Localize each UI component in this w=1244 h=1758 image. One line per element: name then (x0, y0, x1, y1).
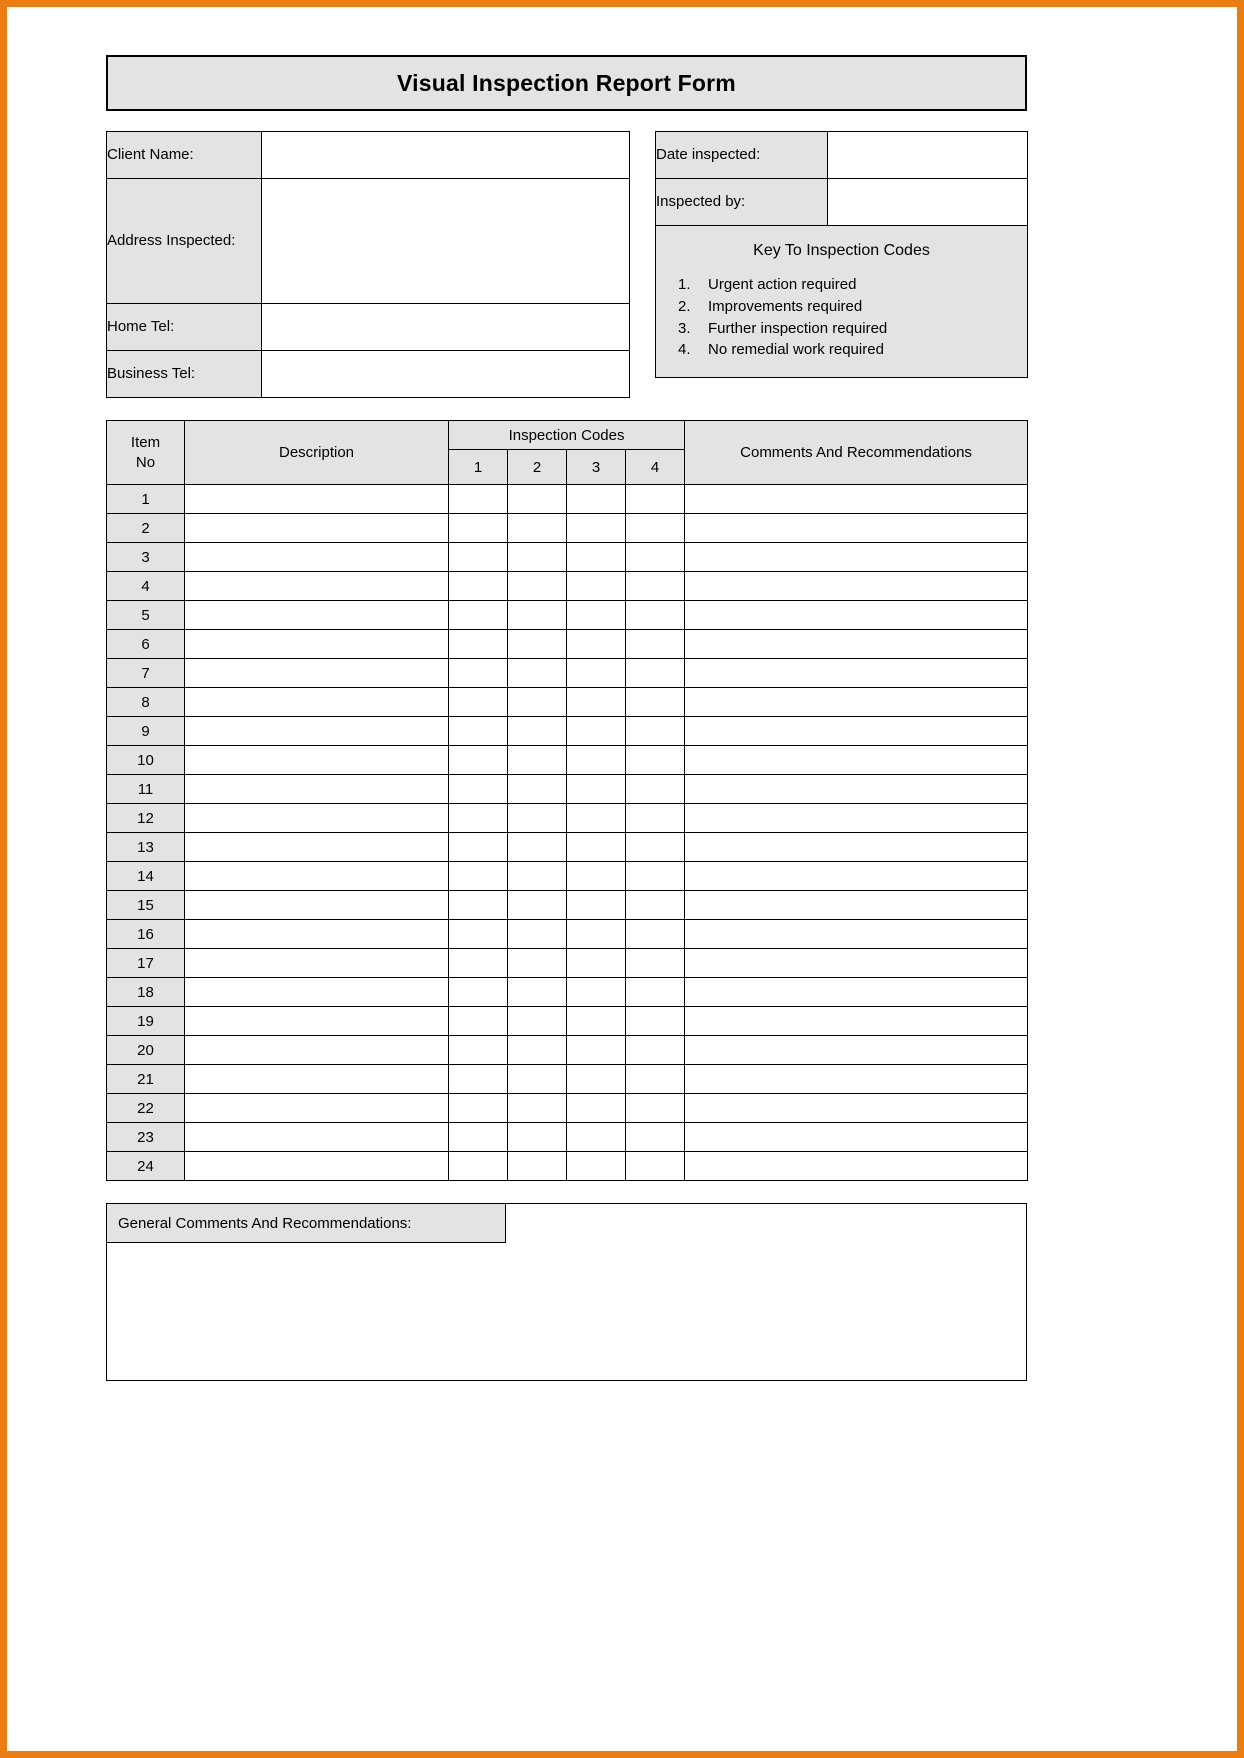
list-item (656, 296, 1027, 318)
row-code-cell-4[interactable] (626, 572, 685, 601)
row-code-cell-1[interactable] (449, 833, 508, 862)
column-header-comments: Comments And Recommendations (685, 421, 1028, 485)
row-code-cell-2[interactable] (508, 717, 567, 746)
row-comments-cell[interactable] (685, 833, 1028, 862)
key-to-codes-title: Key To Inspection Codes (753, 242, 930, 259)
row-comments-cell[interactable] (685, 1094, 1028, 1123)
client-info-block (106, 131, 629, 398)
row-code-cell-4[interactable] (626, 514, 685, 543)
row-code-cell-3[interactable] (567, 804, 626, 833)
row-code-cell-2[interactable] (508, 1036, 567, 1065)
row-item-no: 9 (107, 717, 185, 746)
row-code-cell-2[interactable] (508, 746, 567, 775)
list-item (656, 318, 1027, 340)
row-code-cell-2[interactable] (508, 659, 567, 688)
row-code-cell-1[interactable] (449, 543, 508, 572)
row-item-no: 18 (107, 978, 185, 1007)
form-sheet (106, 55, 1027, 1381)
general-comments-label-text: General Comments And Recommendations: (118, 1214, 412, 1232)
row-code-cell-3[interactable] (567, 485, 626, 514)
row-item-no: 20 (107, 1036, 185, 1065)
table-row (107, 485, 1028, 514)
row-code-cell-1[interactable] (449, 949, 508, 978)
client-info-table (106, 131, 630, 398)
column-header-inspection-codes: Inspection Codes (449, 421, 685, 450)
row-description-cell[interactable] (185, 804, 449, 833)
row-code-cell-4[interactable] (626, 630, 685, 659)
item-no-line1: Item (130, 434, 161, 451)
general-comments-label (106, 1203, 506, 1243)
row-item-no: 14 (107, 862, 185, 891)
table-row (107, 514, 1028, 543)
row-description-cell[interactable] (185, 1123, 449, 1152)
row-comments-cell[interactable] (685, 1152, 1028, 1181)
client-name-label: Client Name: (107, 132, 262, 179)
table-row (107, 601, 1028, 630)
row-code-cell-2[interactable] (508, 862, 567, 891)
inspected-by-input[interactable] (828, 179, 1028, 226)
row-code-cell-3[interactable] (567, 1065, 626, 1094)
row-description-cell[interactable] (185, 1036, 449, 1065)
row-description-cell[interactable] (185, 601, 449, 630)
row-comments-cell[interactable] (685, 485, 1028, 514)
row-comments-cell[interactable] (685, 1007, 1028, 1036)
row-code-cell-4[interactable] (626, 891, 685, 920)
row-code-cell-4[interactable] (626, 1123, 685, 1152)
table-row (107, 630, 1028, 659)
row-item-no: 4 (107, 572, 185, 601)
row-comments-cell[interactable] (685, 630, 1028, 659)
inspected-by-row (656, 179, 1028, 226)
row-description-cell[interactable] (185, 659, 449, 688)
row-item-no: 23 (107, 1123, 185, 1152)
row-code-cell-4[interactable] (626, 920, 685, 949)
row-code-cell-4[interactable] (626, 1065, 685, 1094)
key-item-text: Improvements required (708, 297, 863, 315)
table-row (107, 949, 1028, 978)
row-code-cell-4[interactable] (626, 485, 685, 514)
list-item (656, 339, 1027, 361)
table-row (107, 659, 1028, 688)
row-code-cell-4[interactable] (626, 862, 685, 891)
row-code-cell-1[interactable] (449, 862, 508, 891)
row-comments-cell[interactable] (685, 1123, 1028, 1152)
column-header-code-3: 3 (567, 450, 626, 485)
row-code-cell-2[interactable] (508, 978, 567, 1007)
row-code-cell-2[interactable] (508, 920, 567, 949)
home-tel-row (107, 304, 630, 351)
table-row (107, 572, 1028, 601)
row-comments-cell[interactable] (685, 862, 1028, 891)
row-code-cell-2[interactable] (508, 1094, 567, 1123)
row-code-cell-1[interactable] (449, 1065, 508, 1094)
row-comments-cell[interactable] (685, 746, 1028, 775)
row-description-cell[interactable] (185, 833, 449, 862)
column-header-description: Description (185, 421, 449, 485)
row-code-cell-1[interactable] (449, 775, 508, 804)
table-row (107, 804, 1028, 833)
row-code-cell-3[interactable] (567, 746, 626, 775)
column-header-code-1: 1 (449, 450, 508, 485)
row-item-no: 12 (107, 804, 185, 833)
row-code-cell-1[interactable] (449, 601, 508, 630)
row-item-no: 21 (107, 1065, 185, 1094)
row-code-cell-4[interactable] (626, 746, 685, 775)
table-row (107, 1036, 1028, 1065)
row-code-cell-2[interactable] (508, 630, 567, 659)
row-code-cell-3[interactable] (567, 978, 626, 1007)
row-code-cell-3[interactable] (567, 514, 626, 543)
row-description-cell[interactable] (185, 1094, 449, 1123)
business-tel-row (107, 351, 630, 398)
row-code-cell-2[interactable] (508, 1152, 567, 1181)
row-code-cell-2[interactable] (508, 601, 567, 630)
row-code-cell-3[interactable] (567, 1036, 626, 1065)
row-code-cell-3[interactable] (567, 572, 626, 601)
row-code-cell-3[interactable] (567, 630, 626, 659)
row-code-cell-3[interactable] (567, 1094, 626, 1123)
row-code-cell-4[interactable] (626, 1152, 685, 1181)
row-code-cell-2[interactable] (508, 804, 567, 833)
row-description-cell[interactable] (185, 862, 449, 891)
row-code-cell-1[interactable] (449, 1123, 508, 1152)
row-code-cell-3[interactable] (567, 688, 626, 717)
row-description-cell[interactable] (185, 717, 449, 746)
list-item (656, 274, 1027, 296)
row-code-cell-2[interactable] (508, 833, 567, 862)
address-label: Address Inspected: (107, 179, 262, 304)
row-code-cell-1[interactable] (449, 978, 508, 1007)
row-item-no: 13 (107, 833, 185, 862)
table-row (107, 891, 1028, 920)
row-comments-cell[interactable] (685, 514, 1028, 543)
date-inspected-label: Date inspected: (656, 132, 828, 179)
row-code-cell-4[interactable] (626, 804, 685, 833)
row-code-cell-2[interactable] (508, 543, 567, 572)
row-item-no: 16 (107, 920, 185, 949)
row-code-cell-2[interactable] (508, 775, 567, 804)
row-comments-cell[interactable] (685, 601, 1028, 630)
client-name-row (107, 132, 630, 179)
business-tel-label: Business Tel: (107, 351, 262, 398)
row-code-cell-1[interactable] (449, 804, 508, 833)
row-code-cell-3[interactable] (567, 949, 626, 978)
column-header-code-4: 4 (626, 450, 685, 485)
row-code-cell-1[interactable] (449, 659, 508, 688)
row-item-no: 19 (107, 1007, 185, 1036)
row-item-no: 11 (107, 775, 185, 804)
key-item-text: Urgent action required (708, 276, 857, 293)
row-code-cell-4[interactable] (626, 717, 685, 746)
row-code-cell-4[interactable] (626, 833, 685, 862)
row-description-cell[interactable] (185, 891, 449, 920)
row-description-cell[interactable] (185, 949, 449, 978)
row-description-cell[interactable] (185, 1065, 449, 1094)
row-code-cell-2[interactable] (508, 688, 567, 717)
row-item-no: 10 (107, 746, 185, 775)
table-row (107, 862, 1028, 891)
inspection-info-table (655, 131, 1028, 378)
row-code-cell-1[interactable] (449, 746, 508, 775)
row-description-cell[interactable] (185, 1152, 449, 1181)
row-comments-cell[interactable] (685, 572, 1028, 601)
row-code-cell-2[interactable] (508, 891, 567, 920)
row-item-no: 22 (107, 1094, 185, 1123)
row-description-cell[interactable] (185, 543, 449, 572)
row-item-no: 15 (107, 891, 185, 920)
items-table-body (107, 485, 1028, 1181)
row-code-cell-1[interactable] (449, 485, 508, 514)
row-code-cell-1[interactable] (449, 1152, 508, 1181)
table-row (107, 1007, 1028, 1036)
header-row-top (107, 421, 1028, 450)
key-item-text: No remedial work required (708, 341, 884, 359)
business-tel-input[interactable] (262, 351, 630, 398)
table-row (107, 833, 1028, 862)
row-code-cell-2[interactable] (508, 1123, 567, 1152)
row-item-no: 3 (107, 543, 185, 572)
row-item-no: 24 (107, 1152, 185, 1181)
row-code-cell-3[interactable] (567, 659, 626, 688)
info-spacer (629, 131, 655, 398)
table-row (107, 543, 1028, 572)
row-code-cell-1[interactable] (449, 1007, 508, 1036)
row-comments-cell[interactable] (685, 1065, 1028, 1094)
row-code-cell-3[interactable] (567, 862, 626, 891)
item-no-line2: No (135, 453, 156, 471)
client-name-input[interactable] (262, 132, 630, 179)
row-code-cell-3[interactable] (567, 717, 626, 746)
general-comments-section (106, 1203, 1027, 1381)
row-code-cell-3[interactable] (567, 1152, 626, 1181)
row-code-cell-1[interactable] (449, 630, 508, 659)
row-description-cell[interactable] (185, 920, 449, 949)
row-code-cell-4[interactable] (626, 775, 685, 804)
row-comments-cell[interactable] (685, 688, 1028, 717)
row-code-cell-1[interactable] (449, 688, 508, 717)
page-title (106, 55, 1027, 111)
items-table-header (107, 421, 1028, 485)
inspected-by-label: Inspected by: (656, 179, 828, 226)
row-description-cell[interactable] (185, 746, 449, 775)
row-code-cell-4[interactable] (626, 543, 685, 572)
row-comments-cell[interactable] (685, 949, 1028, 978)
row-code-cell-4[interactable] (626, 949, 685, 978)
table-row (107, 1094, 1028, 1123)
row-code-cell-3[interactable] (567, 920, 626, 949)
table-row (107, 920, 1028, 949)
row-item-no: 17 (107, 949, 185, 978)
row-code-cell-4[interactable] (626, 1007, 685, 1036)
row-description-cell[interactable] (185, 630, 449, 659)
table-row (107, 978, 1028, 1007)
key-item-text: Further inspection required (708, 319, 888, 337)
row-item-no: 1 (107, 485, 185, 514)
address-input[interactable] (262, 179, 630, 304)
home-tel-label: Home Tel: (107, 304, 262, 351)
row-code-cell-3[interactable] (567, 891, 626, 920)
row-description-cell[interactable] (185, 514, 449, 543)
column-header-code-2: 2 (508, 450, 567, 485)
key-to-codes-box (656, 226, 1028, 378)
row-code-cell-1[interactable] (449, 1094, 508, 1123)
row-code-cell-1[interactable] (449, 514, 508, 543)
row-description-cell[interactable] (185, 775, 449, 804)
row-code-cell-3[interactable] (567, 543, 626, 572)
inspection-items-table (106, 420, 1028, 1181)
row-item-no: 8 (107, 688, 185, 717)
row-code-cell-4[interactable] (626, 1094, 685, 1123)
row-code-cell-4[interactable] (626, 1036, 685, 1065)
row-code-cell-3[interactable] (567, 833, 626, 862)
row-code-cell-2[interactable] (508, 485, 567, 514)
date-inspected-row (656, 132, 1028, 179)
row-code-cell-2[interactable] (508, 1007, 567, 1036)
page-title-text: Visual Inspection Report Form (397, 69, 736, 96)
row-comments-cell[interactable] (685, 1036, 1028, 1065)
row-description-cell[interactable] (185, 688, 449, 717)
row-comments-cell[interactable] (685, 978, 1028, 1007)
row-code-cell-2[interactable] (508, 572, 567, 601)
inspection-info-block (655, 131, 1027, 398)
row-code-cell-1[interactable] (449, 920, 508, 949)
row-code-cell-1[interactable] (449, 1036, 508, 1065)
column-header-item-no (107, 421, 185, 485)
info-section (106, 131, 1027, 398)
home-tel-input[interactable] (262, 304, 630, 351)
key-to-codes-list (656, 274, 1027, 361)
row-code-cell-3[interactable] (567, 601, 626, 630)
table-row (107, 717, 1028, 746)
row-code-cell-1[interactable] (449, 891, 508, 920)
row-code-cell-4[interactable] (626, 688, 685, 717)
table-row (107, 1152, 1028, 1181)
row-comments-cell[interactable] (685, 775, 1028, 804)
date-inspected-input[interactable] (828, 132, 1028, 179)
row-code-cell-1[interactable] (449, 717, 508, 746)
row-comments-cell[interactable] (685, 659, 1028, 688)
table-row (107, 746, 1028, 775)
table-row (107, 775, 1028, 804)
key-item-number: 3. (678, 319, 691, 337)
row-comments-cell[interactable] (685, 543, 1028, 572)
row-comments-cell[interactable] (685, 891, 1028, 920)
row-comments-cell[interactable] (685, 920, 1028, 949)
key-item-number: 2. (678, 297, 691, 315)
address-row (107, 179, 630, 304)
row-item-no: 2 (107, 514, 185, 543)
row-code-cell-4[interactable] (626, 978, 685, 1007)
row-comments-cell[interactable] (685, 804, 1028, 833)
key-item-number: 4. (678, 341, 691, 359)
row-code-cell-4[interactable] (626, 601, 685, 630)
table-row (107, 688, 1028, 717)
row-item-no: 6 (107, 630, 185, 659)
row-comments-cell[interactable] (685, 717, 1028, 746)
row-description-cell[interactable] (185, 485, 449, 514)
table-row (107, 1065, 1028, 1094)
row-description-cell[interactable] (185, 572, 449, 601)
table-row (107, 1123, 1028, 1152)
row-code-cell-2[interactable] (508, 949, 567, 978)
row-code-cell-2[interactable] (508, 514, 567, 543)
row-item-no: 5 (107, 601, 185, 630)
key-item-number: 1. (678, 276, 691, 293)
row-description-cell[interactable] (185, 978, 449, 1007)
row-code-cell-2[interactable] (508, 1065, 567, 1094)
row-code-cell-1[interactable] (449, 572, 508, 601)
row-item-no: 7 (107, 659, 185, 688)
row-code-cell-3[interactable] (567, 1007, 626, 1036)
row-code-cell-4[interactable] (626, 659, 685, 688)
row-code-cell-3[interactable] (567, 775, 626, 804)
row-code-cell-3[interactable] (567, 1123, 626, 1152)
row-description-cell[interactable] (185, 1007, 449, 1036)
key-to-codes-row (656, 226, 1028, 378)
